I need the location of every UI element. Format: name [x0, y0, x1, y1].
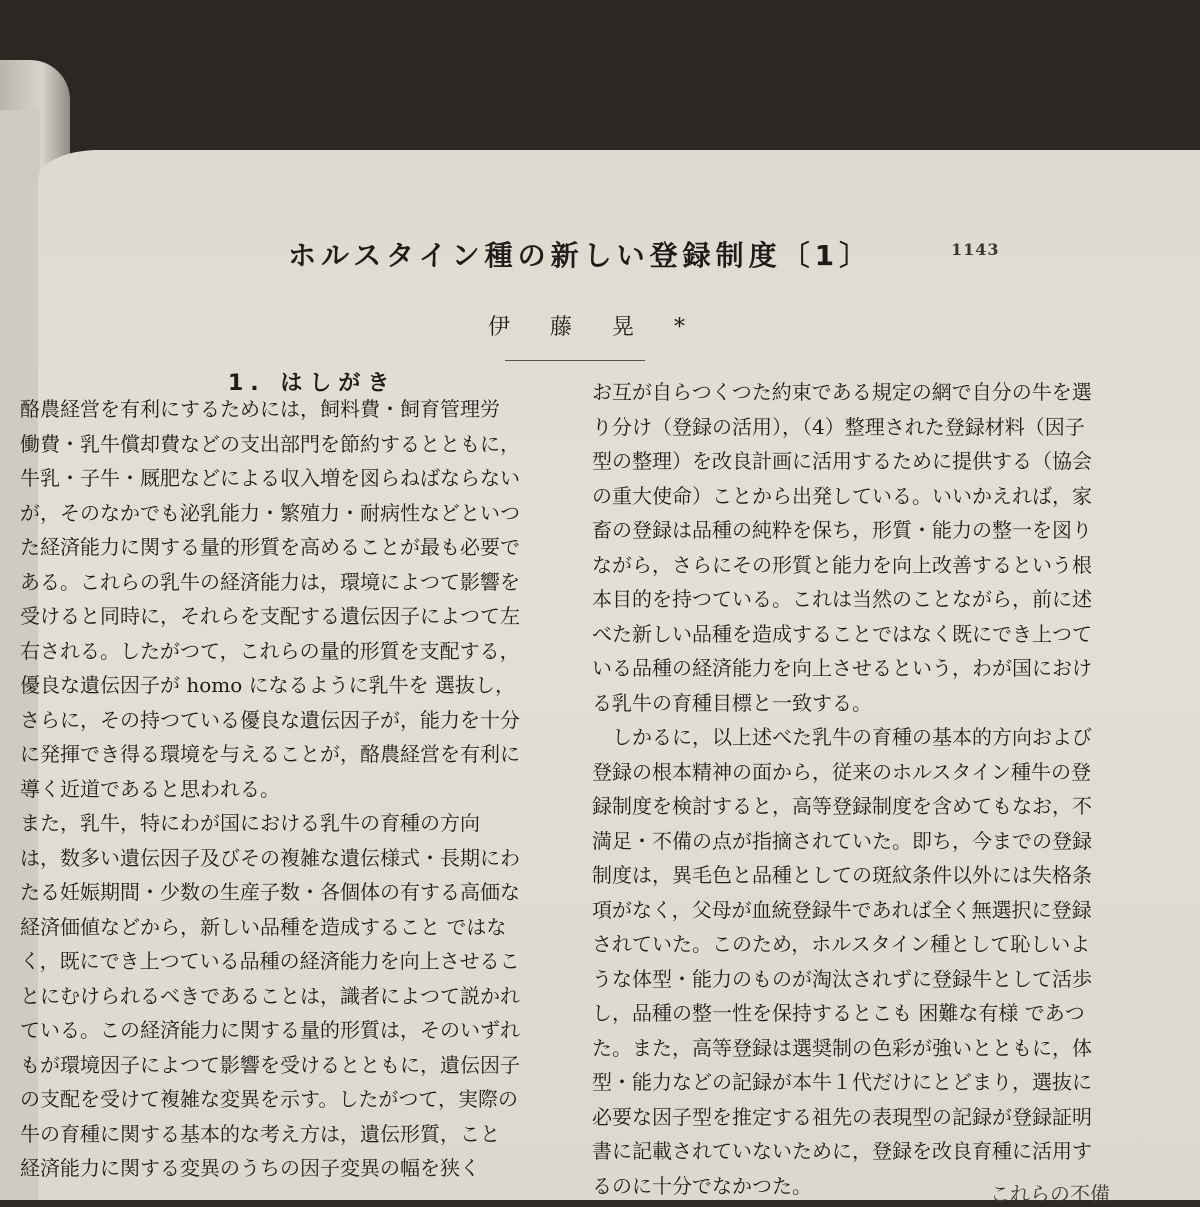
text-line: が，そのなかでも泌乳能力・繁殖力・耐病性などといつ [20, 500, 520, 525]
left-text-column [20, 392, 560, 1186]
text-line: 牛乳・子牛・厩肥などによる収入増を図らねばならない [20, 466, 520, 490]
page-number: 1143 [951, 240, 1000, 259]
background-shadow [0, 0, 1200, 150]
text-line: 型・能力などの記録が本牛１代だけにとどまり，選抜に [592, 1070, 1092, 1094]
text-line: 導く近道であると思われる。 [20, 776, 280, 801]
text-line: 優良な遺伝因子が homo になるように乳牛を 選抜し， [20, 673, 515, 697]
text-line: 録制度を検討すると，高等登録制度を含めてもなお，不 [592, 794, 1092, 818]
text-line: お互が自らつくつた約束である規定の網で自分の牛を選 [592, 380, 1092, 404]
bottom-text-fragment: これらの不備 [990, 1182, 1110, 1206]
text-line: いる品種の経済能力を向上させるという，わが国におけ [592, 656, 1092, 680]
text-line: の支配を受けて複雑な変異を示す。したがつて，実際の [20, 1087, 518, 1111]
text-line: 項がなく，父母が血統登録牛であれば全く無選択に登録 [592, 897, 1092, 922]
text-line: 型の整理）を改良計画に活用するために提供する（協会 [592, 449, 1092, 473]
text-line: る乳牛の育種目標と一致する。 [592, 690, 872, 715]
author-name: 伊藤晃* [488, 315, 726, 340]
section-heading: 1. はしがき [228, 371, 397, 396]
text-line: た。また，高等登録は選奨制の色彩が強いとともに，体 [592, 1035, 1092, 1060]
text-line: 受けると同時に，それらを支配する遺伝因子によつて左 [20, 604, 520, 628]
right-text-column [592, 375, 1137, 1203]
text-line: 酪農経営を有利にするためには，飼料費・飼育管理労 [20, 397, 500, 421]
text-line: は，数多い遺伝因子及びその複雑な遺伝様式・長期にわ [20, 845, 520, 870]
text-line: さらに，その持つている優良な遺伝因子が，能力を十分 [20, 707, 520, 732]
text-line: しかるに，以上述べた乳牛の育種の基本的方向および [592, 725, 1092, 749]
text-line: 書に記載されていないために，登録を改良育種に活用す [592, 1139, 1092, 1163]
text-line: り分け（登録の活用），（4）整理された登録材料（因子 [592, 414, 1085, 439]
text-line: く，既にでき上つている品種の経済能力を向上させるこ [20, 949, 520, 973]
text-line: 右される。したがつて，これらの量的形質を支配する， [20, 638, 520, 663]
text-line: うな体型・能力のものが淘汰されずに登録牛として活歩 [592, 966, 1092, 991]
text-line: 必要な因子型を推定する祖先の表現型の記録が登録証明 [592, 1104, 1092, 1129]
text-line: また，乳牛，特にわが国における乳牛の育種の方向 [20, 811, 480, 835]
text-line: とにむけられるべきであることは，識者によつて説かれ [20, 983, 520, 1008]
text-line: 経済能力に関する変異のうちの因子変異の幅を狭く [20, 1156, 480, 1180]
text-line: ながら，さらにその形質と能力を向上改善するという根 [592, 552, 1092, 577]
text-line: ている。この経済能力に関する量的形質は，そのいずれ [20, 1018, 520, 1042]
text-line: 牛の育種に関する基本的な考え方は，遺伝形質，こと [20, 1121, 500, 1146]
text-line: たる妊娠期間・少数の生産子数・各個体の有する高価な [20, 880, 520, 904]
text-line: されていた。このため，ホルスタイン種として恥しいよ [592, 932, 1091, 956]
text-line: し，品種の整一性を保持するとこも 困難な有様 であつ [592, 1001, 1085, 1025]
article-title: ホルスタイン種の新しい登録制度〔1〕 [288, 239, 873, 272]
text-line: 働費・乳牛償却費などの支出部門を節約するとともに， [20, 431, 520, 456]
text-line: べた新しい品種を造成することではなく既にでき上つて [592, 621, 1092, 646]
text-line: に発揮でき得る環境を与えることが，酪農経営を有利に [20, 742, 520, 766]
text-line: た経済能力に関する量的形質を高めることが最も必要で [20, 535, 520, 559]
title-divider [505, 360, 645, 361]
text-line: 本目的を持つている。これは当然のことながら，前に述 [592, 587, 1092, 611]
text-line: 制度は，異毛色と品種としての斑紋条件以外には失格条 [592, 863, 1092, 887]
text-line: もが環境因子によつて影響を受けるとともに，遺伝因子 [20, 1052, 520, 1077]
text-line: 登録の根本精神の面から，従来のホルスタイン種牛の登 [592, 759, 1091, 784]
text-line: 経済価値などから，新しい品種を造成すること ではな [20, 914, 507, 939]
text-line: 畜の登録は品種の純粋を保ち，形質・能力の整一を図り [592, 518, 1092, 542]
text-line: の重大使命）ことから出発している。いいかえれば，家 [592, 483, 1092, 508]
text-line: るのに十分でなかつた。 [592, 1173, 812, 1198]
text-line: ある。これらの乳牛の経済能力は，環境によつて影響を [20, 569, 520, 594]
text-line: 満足・不備の点が指摘されていた。即ち，今までの登録 [592, 828, 1092, 853]
